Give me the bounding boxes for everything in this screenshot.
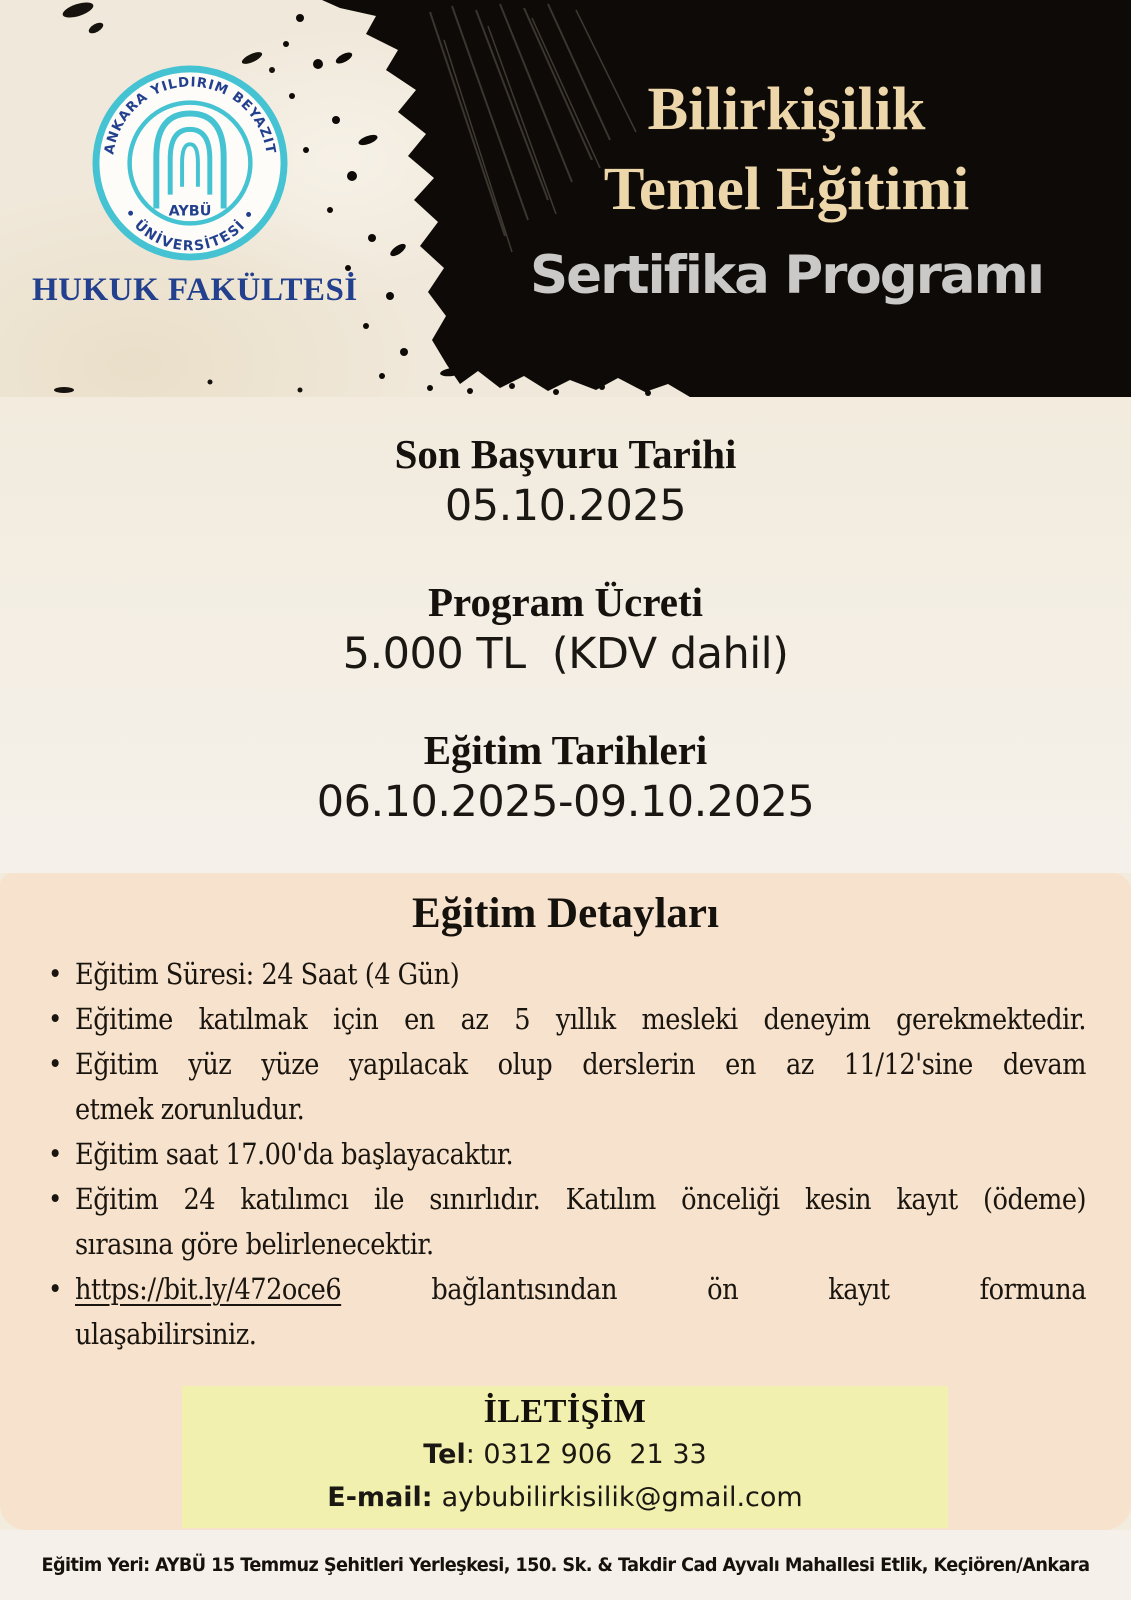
list-item: [45, 1177, 1086, 1267]
deadline-label: Son Başvuru Tarihi: [394, 431, 737, 477]
list-item: [45, 1042, 1086, 1132]
bullet-text: bağlantısından ön kayıt formuna: [431, 1273, 1086, 1306]
faculty-name: HUKUK FAKÜLTESİ: [32, 272, 358, 308]
contact-title: İLETİŞİM: [483, 1393, 647, 1430]
bullet-text: • Eğitim 24 katılımcı ile sınırlıdır. Katılım önceliği kesin kayıt (ödeme): [75, 1183, 1086, 1216]
bullet-text: ulaşabilirsiniz.: [75, 1318, 257, 1351]
program-title-line1: Bilirkişilik: [647, 76, 926, 143]
bullet-text: sırasına göre belirlenecektir.: [75, 1228, 434, 1261]
dates-value: 06.10.2025-09.10.2025: [316, 777, 815, 827]
bullet-text: • Eğitim Süresi: 24 Saat (4 Gün): [75, 958, 460, 991]
list-item: [45, 1132, 1086, 1177]
bullet-text: • Eğitime katılmak için en az 5 yıllık mesleki deneyim gerekmektedir.: [75, 1003, 1086, 1036]
tel-label: Tel: [423, 1439, 466, 1470]
email-line: [182, 1476, 948, 1519]
details-panel: [0, 873, 1131, 1530]
bullet-text: • Eğitim yüz yüze yapılacak olup derslerin en az 11/12'sine devam: [75, 1048, 1086, 1081]
list-item: [45, 1267, 1086, 1357]
university-logo: [32, 64, 358, 309]
list-item: [45, 952, 1086, 997]
fee-value: 5.000 TL (KDV dahil): [342, 629, 789, 679]
bullet-text: etmek zorunludur.: [75, 1093, 305, 1126]
contact-box: [182, 1386, 948, 1528]
deadline-value: 05.10.2025: [444, 481, 687, 531]
program-title-line2: Temel Eğitimi: [603, 156, 970, 223]
fee-label: Program Ücreti: [427, 579, 704, 625]
details-list: [45, 952, 1086, 1357]
university-seal-icon: [91, 64, 289, 262]
header-banner: [0, 0, 1131, 397]
seal-arc-bottom-text: • ÜNİVERSİTESİ •: [120, 205, 259, 255]
tel-value: : 0312 906 21 33: [465, 1439, 707, 1470]
bullet-text: [75, 1267, 1086, 1312]
list-item: [45, 997, 1086, 1042]
email-label: E-mail:: [327, 1482, 433, 1513]
footer: [0, 1530, 1131, 1600]
tel-line: [182, 1433, 948, 1476]
program-title: [462, 70, 1111, 312]
bullet-text: • Eğitim saat 17.00'da başlayacaktır.: [75, 1138, 514, 1171]
details-title: Eğitim Detayları: [412, 890, 719, 937]
fee-group: [0, 578, 1131, 682]
seal-arc-top-text: ANKARA YILDIRIM BEYAZIT: [101, 75, 278, 156]
email-value: aybubilirkisilik@gmail.com: [441, 1482, 803, 1513]
info-section: [0, 397, 1131, 873]
registration-link[interactable]: https://bit.ly/472oce6: [75, 1273, 342, 1306]
seal-center-text: AYBÜ: [168, 203, 211, 220]
dates-group: [0, 726, 1131, 830]
footer-address: Eğitim Yeri: AYBÜ 15 Temmuz Şehitleri Yerleşkesi, 150. Sk. & Takdir Cad Ayvalı Mahallesi Etlik, Keçiören/Ankara: [41, 1554, 1090, 1576]
program-title-line3: Sertifika Programı: [529, 245, 1044, 306]
deadline-group: [0, 430, 1131, 534]
dates-label: Eğitim Tarihleri: [423, 727, 708, 773]
